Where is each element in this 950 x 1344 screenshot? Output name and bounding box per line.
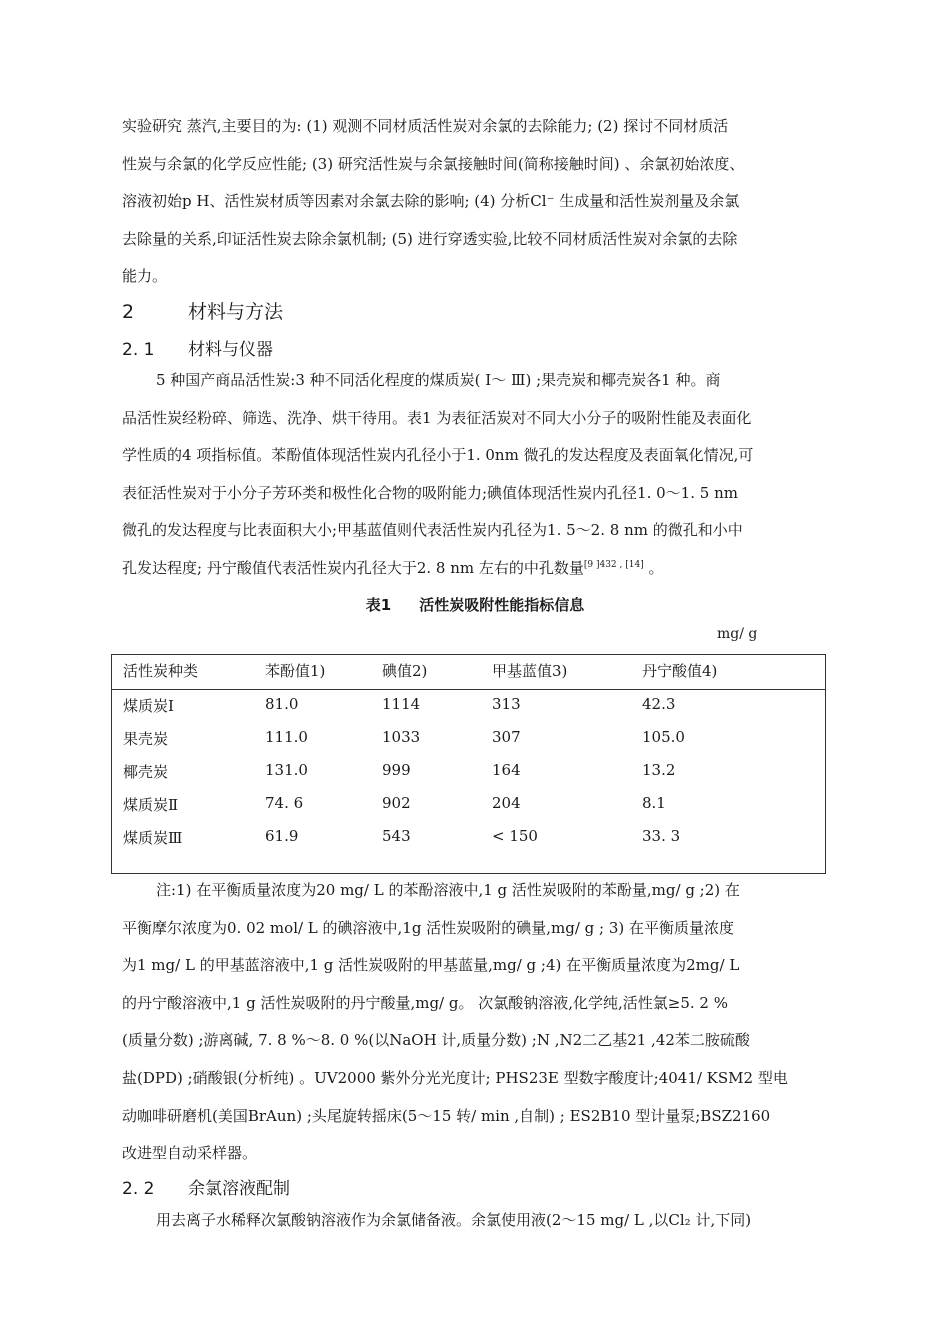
text-line: 盐(DPD) ;硝酸银(分析纯) 。UV2000 紫外分光光度计; PHS23E 型数字酸度计;4041/ KSM2 型电 — [122, 1068, 788, 1087]
text-line: 平衡摩尔浓度为0. 02 mol/ L 的碘溶液中,1g 活性炭吸附的碘量,mg/ g ; 3) 在平衡质量浓度 — [122, 918, 734, 937]
table-cell: 8.1 — [642, 794, 666, 812]
text-line: 注:1) 在平衡质量浓度为20 mg/ L 的苯酚溶液中,1 g 活性炭吸附的苯酚量,mg/ g ;2) 在 — [156, 881, 740, 899]
text-segment: 孔发达程度; 丹宁酸值代表活性炭内孔径大于2. 8 nm 左右的中孔数量 — [122, 558, 584, 577]
text-line: 的丹宁酸溶液中,1 g 活性炭吸附的丹宁酸量,mg/ g。 次氯酸钠溶液,化学纯,活性氯≥5. 2 % — [122, 993, 728, 1012]
section-2-heading — [122, 297, 283, 324]
text-line: 5 种国产商品活性炭:3 种不同活化程度的煤质炭( Ⅰ～ Ⅲ) ;果壳炭和椰壳炭各1 种。商 — [156, 371, 721, 389]
section-2-2-heading — [122, 1174, 290, 1199]
table-cell: 204 — [492, 794, 521, 812]
table-cell: 543 — [382, 827, 411, 845]
text-line: 性炭与余氯的化学反应性能; (3) 研究活性炭与余氯接触时间(简称接触时间) 、余氯初始浓度、 — [122, 154, 745, 173]
table-cell: 33. 3 — [642, 827, 681, 845]
table-cell: 131.0 — [265, 761, 308, 779]
table-cell: 煤质炭Ⅲ — [123, 829, 183, 847]
table-cell: 1114 — [382, 695, 421, 713]
header-cell: 苯酚值1) — [265, 662, 326, 680]
header-divider — [112, 689, 825, 690]
table-cell: 煤质炭Ⅱ — [123, 796, 179, 814]
section-number: 2. 1 — [122, 340, 155, 360]
section-title: 余氯溶液配制 — [188, 1179, 290, 1199]
table-cell: < 150 — [492, 827, 538, 845]
text-line: 动咖啡研磨机(美国BrAun) ;头尾旋转摇床(5～15 转/ min ,自制) ; ES2B10 型计量泵;BSZ2160 — [122, 1106, 771, 1125]
section-title: 材料与方法 — [188, 301, 284, 323]
text-line: 去除量的关系,印证活性炭去除余氯机制; (5) 进行穿透实验,比较不同材质活性炭对余氯的去除 — [122, 229, 738, 248]
citation: [9 ]432 , [14] — [583, 559, 644, 570]
section-number: 2 — [122, 301, 135, 323]
text-line: 溶液初始p H、活性炭材质等因素对余氯去除的影响; (4) 分析Cl⁻ 生成量和活性炭剂量及余氯 — [122, 192, 740, 211]
notes-paragraph — [122, 872, 830, 1173]
text-line: 改进型自动采样器。 — [122, 1144, 258, 1163]
section-2-1-heading — [122, 335, 273, 360]
table-cell: 111.0 — [265, 728, 308, 746]
table-cell: 81.0 — [265, 695, 299, 713]
text-line: 实验研究 蒸汽,主要目的为: (1) 观测不同材质活性炭对余氯的去除能力; (2) 探讨不同材质活 — [122, 117, 729, 135]
table-cell: 999 — [382, 761, 411, 779]
header-cell: 活性炭种类 — [123, 662, 199, 680]
table-cell: 煤质炭Ⅰ — [123, 697, 174, 715]
table-cell: 164 — [492, 761, 521, 779]
text-line — [122, 550, 830, 588]
text-line: 学性质的4 项指标值。苯酚值体现活性炭内孔径小于1. 0nm 微孔的发达程度及表面氧化情况,可 — [122, 446, 754, 465]
intro-paragraph — [122, 108, 830, 296]
text-line: 能力。 — [122, 267, 168, 286]
materials-paragraph — [122, 362, 830, 588]
table-cell: 13.2 — [642, 761, 676, 779]
text-line: 表征活性炭对于小分子芳环类和极性化合物的吸附能力;碘值体现活性炭内孔径1. 0～1. 5 nm — [122, 483, 738, 502]
header-cell: 碘值2) — [382, 662, 428, 680]
section-number: 2. 2 — [122, 1179, 155, 1199]
table-cell: 椰壳炭 — [123, 763, 169, 781]
table-cell: 313 — [492, 695, 521, 713]
table-cell: 307 — [492, 728, 521, 746]
text-line: 微孔的发达程度与比表面积大小;甲基蓝值则代表活性炭内孔径为1. 5～2. 8 nm 的微孔和小中 — [122, 521, 743, 540]
table-cell: 42.3 — [642, 695, 676, 713]
text-line: 为1 mg/ L 的甲基蓝溶液中,1 g 活性炭吸附的甲基蓝量,mg/ g ;4) 在平衡质量浓度为2mg/ L — [122, 956, 740, 975]
header-cell: 丹宁酸值4) — [642, 662, 718, 680]
text-segment: 。 — [643, 558, 664, 577]
text-line: (质量分数) ;游离碱, 7. 8 %～8. 0 %(以NaOH 计,质量分数) ;N ,N2二乙基21 ,42苯二胺硫酸 — [122, 1031, 750, 1050]
header-cell: 甲基蓝值3) — [492, 662, 568, 680]
table-cell: 902 — [382, 794, 411, 812]
table-cell: 74. 6 — [265, 794, 304, 812]
table-cell: 105.0 — [642, 728, 685, 746]
section-title: 材料与仪器 — [188, 340, 273, 360]
table-caption — [0, 594, 950, 615]
table-title: 活性炭吸附性能指标信息 — [419, 596, 585, 614]
solution-paragraph — [122, 1202, 830, 1240]
table-cell: 61.9 — [265, 827, 299, 845]
table-unit: mg/ g — [717, 626, 758, 642]
table-label: 表1 — [365, 596, 392, 614]
table-cell: 果壳炭 — [123, 730, 169, 748]
text-line: 品活性炭经粉碎、筛选、洗净、烘干待用。表1 为表征活炭对不同大小分子的吸附性能及表面化 — [122, 408, 752, 427]
adsorption-table — [111, 654, 826, 874]
text-line: 用去离子水稀释次氯酸钠溶液作为余氯储备液。余氯使用液(2～15 mg/ L ,以Cl₂ 计,下同) — [156, 1211, 752, 1229]
table-cell: 1033 — [382, 728, 421, 746]
